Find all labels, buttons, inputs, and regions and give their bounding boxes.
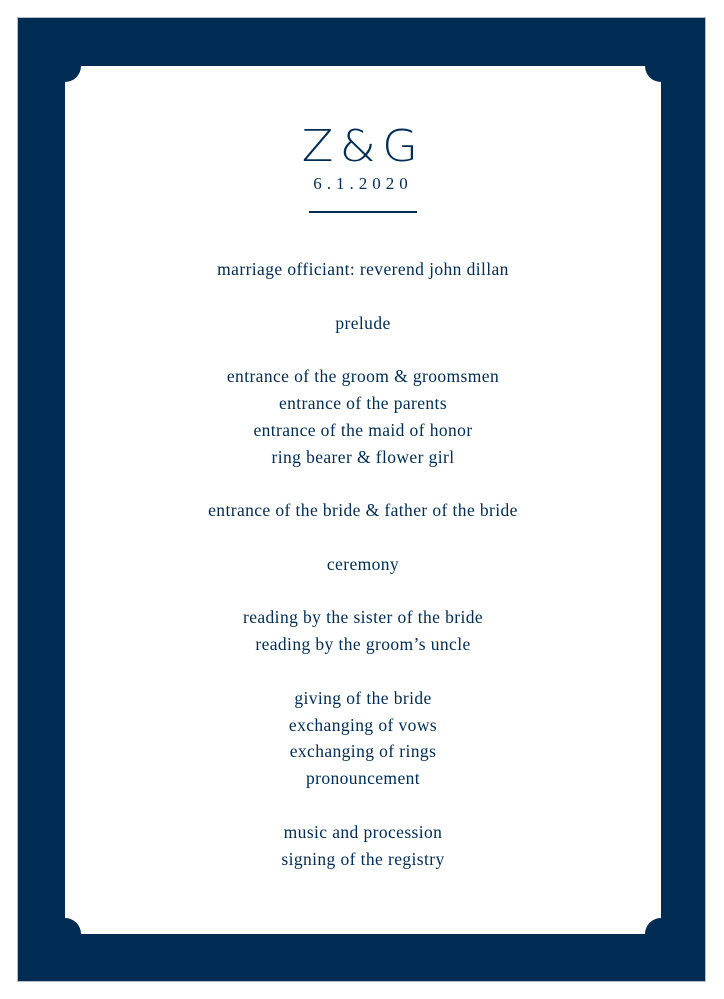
program-group [65, 604, 661, 658]
program-line: entrance of the bride & father of the bride [208, 500, 518, 521]
program-line: reading by the sister of the bride [242, 607, 484, 628]
program-line: music and procession [283, 821, 443, 842]
program-group [65, 497, 661, 524]
program-group [65, 551, 661, 578]
program-panel [65, 66, 661, 934]
program-line: prelude [335, 312, 391, 333]
program-line: exchanging of vows [288, 714, 438, 735]
corner-notch-top-left [49, 50, 81, 82]
program-line: ceremony [326, 553, 400, 574]
corner-notch-top-right [645, 50, 677, 82]
program-group [65, 256, 661, 283]
ceremony-program [65, 256, 661, 899]
program-line: entrance of the parents [278, 392, 448, 413]
divider-rule [309, 211, 417, 213]
program-line: giving of the bride [294, 687, 432, 708]
program-group [65, 819, 661, 873]
program-line: exchanging of rings [289, 741, 437, 762]
corner-notch-bottom-left [49, 918, 81, 950]
program-line: entrance of the groom & groomsmen [226, 366, 500, 387]
program-line: pronouncement [305, 768, 421, 789]
program-line: entrance of the maid of honor [253, 419, 473, 440]
wedding-date: 6.1.2020 [313, 174, 413, 193]
corner-notch-bottom-right [645, 918, 677, 950]
program-group [65, 363, 661, 470]
program-group [65, 685, 661, 792]
program-card [17, 17, 706, 982]
program-line: signing of the registry [281, 848, 445, 869]
program-line: marriage officiant: reverend john dillan [217, 259, 509, 279]
program-line: reading by the groom’s uncle [255, 634, 471, 655]
program-group [65, 310, 661, 337]
program-line: ring bearer & flower girl [271, 446, 455, 467]
couple-monogram: Z&G [301, 121, 425, 172]
